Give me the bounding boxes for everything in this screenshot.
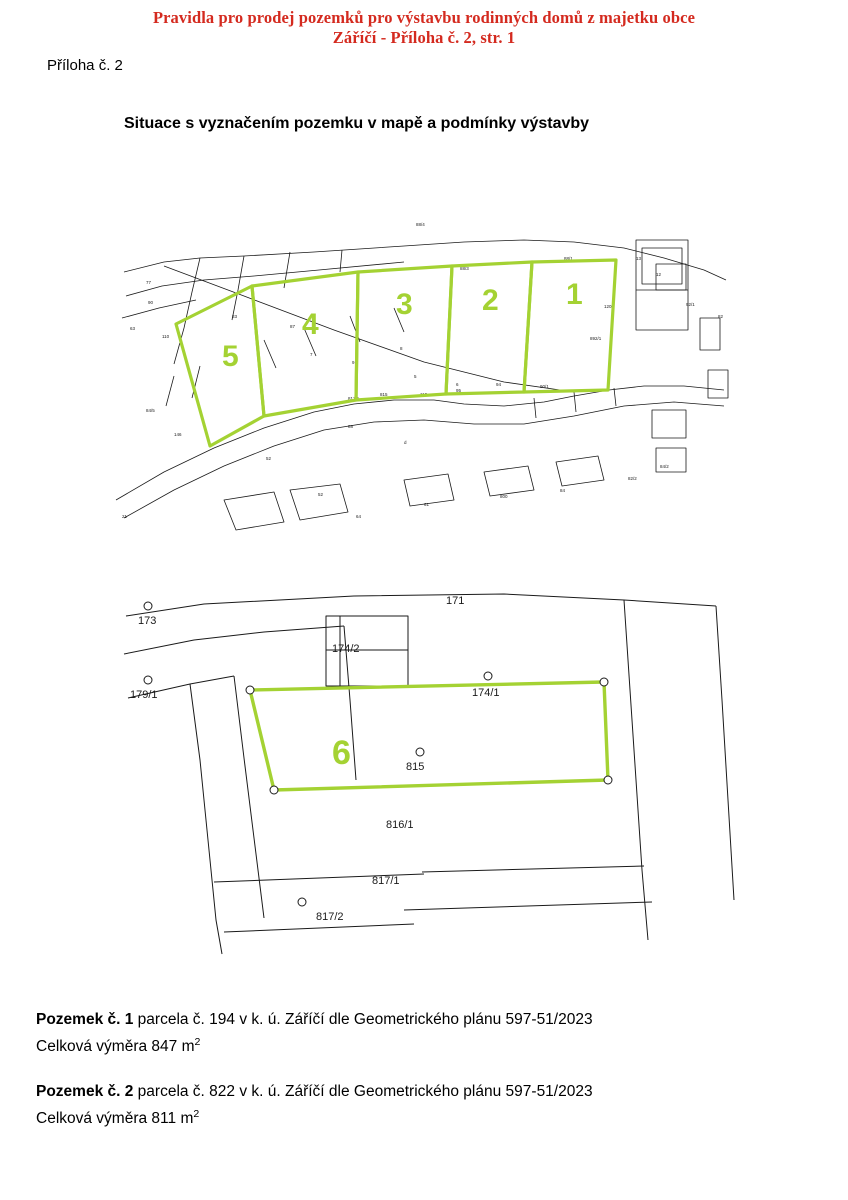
svg-text:84: 84 — [560, 488, 566, 493]
svg-text:120: 120 — [604, 304, 612, 309]
svg-text:892/1: 892/1 — [590, 336, 602, 341]
svg-text:84/2: 84/2 — [660, 464, 669, 469]
svg-text:13: 13 — [636, 256, 642, 261]
svg-text:90: 90 — [148, 300, 154, 305]
svg-text:12: 12 — [656, 272, 662, 277]
desc-2-area: Celková výměra 811 m — [36, 1110, 194, 1128]
parcel-173: 173 — [138, 615, 157, 627]
parcel-817-2: 817/2 — [316, 911, 344, 923]
svg-text:84/5: 84/5 — [146, 408, 155, 413]
parcel-179-1: 179/1 — [130, 689, 158, 701]
svg-text:82: 82 — [718, 314, 724, 319]
svg-text:815: 815 — [380, 392, 388, 397]
svg-text:110: 110 — [162, 334, 170, 339]
svg-text:9: 9 — [352, 360, 355, 365]
svg-text:64: 64 — [356, 514, 362, 519]
svg-text:82/2: 82/2 — [628, 476, 637, 481]
desc-1-rest: parcela č. 194 v k. ú. Záříčí dle Geometrického plánu 597-51/2023 — [133, 1011, 593, 1028]
desc-1-area-unit: 2 — [194, 1036, 201, 1048]
svg-text:95: 95 — [456, 388, 462, 393]
annex-label: Příloha č. 2 — [47, 57, 123, 74]
plot-label-6: 6 — [332, 734, 351, 772]
parcel-817-1: 817/1 — [372, 875, 400, 887]
svg-text:817/1: 817/1 — [348, 396, 360, 401]
svg-text:77: 77 — [146, 280, 152, 285]
parcel-174-2: 174/2 — [332, 643, 360, 655]
desc-1-area: Celková výměra 847 m — [36, 1038, 195, 1056]
svg-text:800: 800 — [500, 494, 508, 499]
document-header — [0, 8, 848, 48]
svg-text:88: 88 — [348, 424, 354, 429]
svg-text:5: 5 — [414, 374, 417, 379]
svg-text:92/1: 92/1 — [686, 302, 695, 307]
svg-text:52: 52 — [266, 456, 272, 461]
page-subtitle: Situace s vyznačením pozemku v mapě a podmínky výstavby — [124, 115, 590, 132]
svg-text:110: 110 — [420, 392, 428, 397]
svg-text:87: 87 — [290, 324, 296, 329]
svg-text:61: 61 — [424, 502, 430, 507]
parcel-815: 815 — [406, 761, 425, 773]
desc-2-rest: parcela č. 822 v k. ú. Záříčí dle Geometrického plánu 597-51/2023 — [133, 1083, 593, 1100]
cadastral-map-top — [104, 200, 744, 560]
svg-text:6: 6 — [456, 382, 459, 387]
description-plot-1 — [36, 1008, 593, 1058]
svg-text:146: 146 — [174, 432, 182, 437]
header-line-1: Pravidla pro prodej pozemků pro výstavbu rodinných domů z majetku obce — [152, 8, 696, 27]
svg-text:7: 7 — [310, 352, 313, 357]
cadastral-map-bottom — [104, 580, 744, 960]
svg-text:21: 21 — [122, 514, 128, 519]
svg-text:88/4: 88/4 — [416, 222, 425, 227]
svg-text:88/1: 88/1 — [564, 256, 573, 261]
svg-text:52: 52 — [318, 492, 324, 497]
svg-text:83: 83 — [232, 314, 238, 319]
desc-2-area-unit: 2 — [193, 1108, 200, 1120]
svg-text:88/3: 88/3 — [460, 266, 469, 271]
plot-label-5: 5 — [222, 340, 239, 373]
plot-label-2: 2 — [482, 284, 499, 317]
plot-label-4: 4 — [302, 308, 319, 341]
svg-text:d: d — [404, 440, 407, 445]
plot-label-3: 3 — [396, 288, 413, 321]
svg-text:90/1: 90/1 — [540, 384, 549, 389]
parcel-171: 171 — [446, 595, 465, 607]
plot-label-1: 1 — [566, 278, 583, 311]
desc-2-strong: Pozemek č. 2 — [36, 1083, 134, 1100]
desc-1-strong: Pozemek č. 1 — [36, 1011, 134, 1028]
svg-text:94: 94 — [496, 382, 502, 387]
parcel-174-1: 174/1 — [472, 687, 500, 699]
svg-text:63: 63 — [130, 326, 136, 331]
svg-text:8: 8 — [400, 346, 403, 351]
description-plot-2 — [36, 1080, 593, 1130]
parcel-816-1: 816/1 — [386, 819, 414, 831]
header-line-2: Záříčí - Příloha č. 2, str. 1 — [332, 28, 516, 47]
